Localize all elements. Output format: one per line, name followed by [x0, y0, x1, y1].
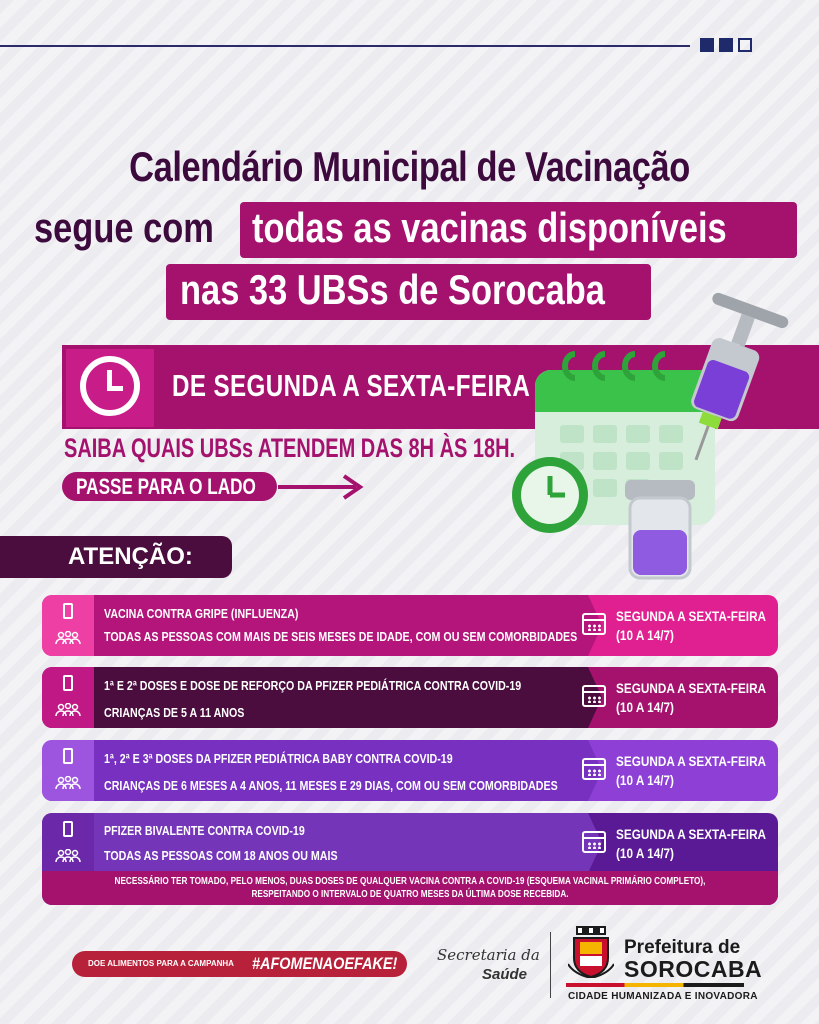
- title-line-2-highlight: todas as vacinas disponíveis: [252, 204, 727, 251]
- vaccine-name: PFIZER BIVALENTE CONTRA COVID-19: [104, 823, 305, 838]
- vaccine-date-line2: (10 A 14/7): [616, 627, 674, 643]
- attention-label: ATENÇÃO:: [0, 536, 232, 578]
- vial-icon: [63, 821, 73, 837]
- people-icon: [55, 631, 81, 645]
- vaccine-date-line2: (10 A 14/7): [616, 772, 674, 788]
- prefeitura-stripe: [566, 983, 744, 987]
- campaign-hashtag: #AFOMENAOEFAKE!: [252, 954, 398, 973]
- campaign-small-text: DOE ALIMENTOS PARA A CAMPANHA: [88, 959, 234, 968]
- calendar-icon: [582, 685, 606, 707]
- vaccine-audience: CRIANÇAS DE 6 MESES A 4 ANOS, 11 MESES E 29 DIAS, COM OU SEM COMORBIDADES: [104, 778, 558, 793]
- top-rule: [0, 45, 690, 47]
- calendar-icon: [582, 758, 606, 780]
- page-square: [719, 38, 733, 52]
- people-icon: [55, 703, 81, 717]
- swipe-label: PASSE PARA O LADO: [76, 474, 256, 499]
- vial-icon: [63, 603, 73, 619]
- sorocaba-crest-icon: [568, 926, 614, 978]
- vaccine-audience: TODAS AS PESSOAS COM 18 ANOS OU MAIS: [104, 848, 338, 863]
- vaccine-row-baby: [42, 740, 778, 801]
- vaccine-name: 1ª, 2ª E 3ª DOSES DA PFIZER PEDIÁTRICA BABY CONTRA COVID-19: [104, 751, 453, 766]
- vial-icon: [63, 748, 73, 764]
- vaccine-date-line2: (10 A 14/7): [616, 699, 674, 715]
- swipe-pill: [62, 472, 277, 501]
- vaccine-date-line1: SEGUNDA A SEXTA-FEIRA: [616, 680, 767, 696]
- campaign-banner: [72, 951, 407, 977]
- schedule-days: DE SEGUNDA A SEXTA-FEIRA: [172, 368, 531, 403]
- people-icon: [55, 776, 81, 790]
- vaccine-audience: CRIANÇAS DE 5 A 11 ANOS: [104, 705, 245, 720]
- pagination-squares: [700, 38, 752, 52]
- arrow-right-icon: [278, 472, 368, 502]
- title-line-3-highlight: nas 33 UBSs de Sorocaba: [180, 266, 605, 313]
- vaccine-name: VACINA CONTRA GRIPE (INFLUENZA): [104, 606, 299, 621]
- people-icon: [55, 849, 81, 863]
- prefeitura-line2: SOROCABA: [624, 956, 763, 982]
- vial-icon: [63, 675, 73, 691]
- vaccine-row-pediatric: [42, 667, 778, 728]
- vaccine-row-flu: [42, 595, 778, 656]
- bivalent-note: [42, 871, 778, 905]
- footer-divider: [550, 932, 551, 998]
- vaccine-name: 1ª E 2ª DOSES E DOSE DE REFORÇO DA PFIZER PEDIÁTRICA CONTRA COVID-19: [104, 678, 522, 693]
- schedule-info: SAIBA QUAIS UBSs ATENDEM DAS 8H ÀS 18H.: [64, 433, 516, 463]
- page-square: [700, 38, 714, 52]
- vaccine-date-line1: SEGUNDA A SEXTA-FEIRA: [616, 608, 767, 624]
- calendar-vaccine-illustration: [505, 290, 795, 590]
- calendar-icon: [582, 613, 606, 635]
- title-line-2-plain: segue com: [34, 204, 214, 251]
- prefeitura-slogan: CIDADE HUMANIZADA E INOVADORA: [568, 991, 758, 1002]
- secretaria-line1: Secretaria da: [437, 946, 540, 964]
- calendar-icon: [582, 831, 606, 853]
- bivalent-note-line1: NECESSÁRIO TER TOMADO, PELO MENOS, DUAS DOSES DE QUALQUER VACINA CONTRA A COVID-19 (ESQUEMA VACINAL PRIMÁRIO COMPLETO),: [114, 876, 706, 887]
- vaccine-date-line1: SEGUNDA A SEXTA-FEIRA: [616, 826, 767, 842]
- bivalent-note-line2: RESPEITANDO O INTERVALO DE QUATRO MESES DA ÚLTIMA DOSE RECEBIDA.: [251, 889, 569, 900]
- vaccine-audience: TODAS AS PESSOAS COM MAIS DE SEIS MESES DE IDADE, COM OU SEM COMORBIDADES: [104, 629, 578, 644]
- clock-icon: [80, 356, 140, 416]
- page-square-current: [738, 38, 752, 52]
- secretaria-line2: Saúde: [482, 966, 528, 983]
- title-line-1: Calendário Municipal de Vacinação: [129, 143, 690, 190]
- prefeitura-line1: Prefeitura de: [624, 937, 741, 958]
- vaccine-date-line2: (10 A 14/7): [616, 845, 674, 861]
- vaccine-date-line1: SEGUNDA A SEXTA-FEIRA: [616, 753, 767, 769]
